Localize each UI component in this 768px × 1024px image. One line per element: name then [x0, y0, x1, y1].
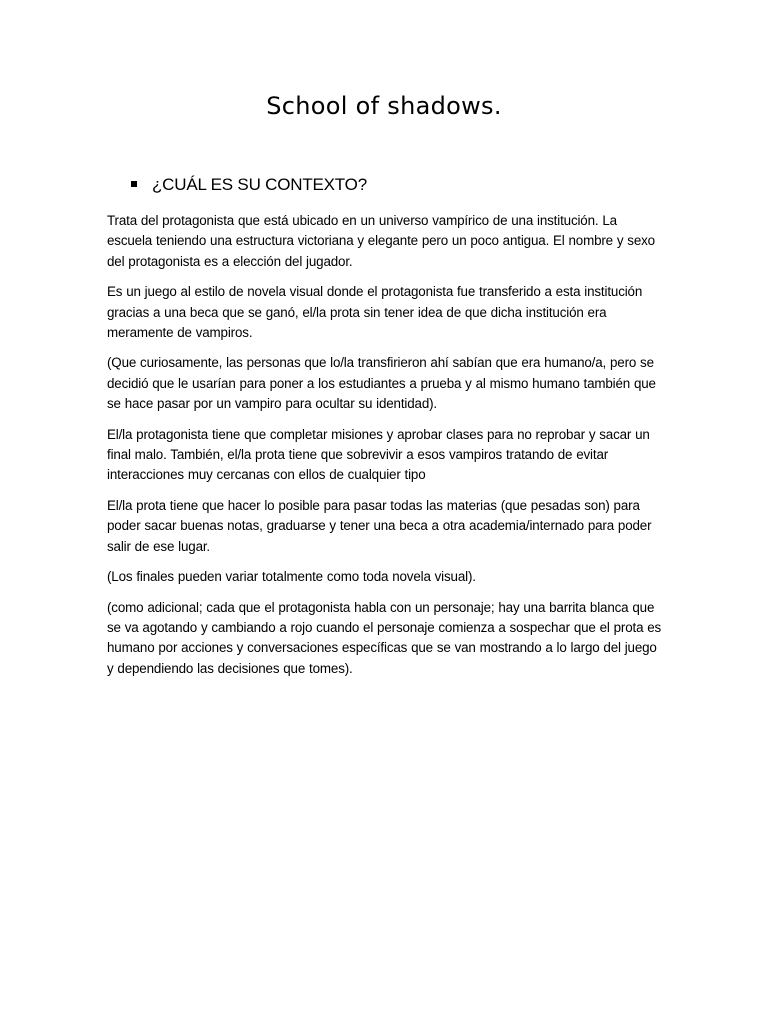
paragraph: El/la prota tiene que hacer lo posible para pasar todas las materias (que pesadas son) para poder sacar buenas notas, graduarse y tener una beca a otra academia/internado para poder salir de ese lugar.: [107, 497, 652, 554]
paragraph: (como adicional; cada que el protagonista habla con un personaje; hay una barrita blanca que se va agotando y cambiando a rojo cuando el personaje comienza a sospechar que el prota es humano por acciones y conversaciones específicas que se van mostrando a lo largo del juego y dependiendo las decisiones que tomes).: [107, 599, 662, 676]
section-heading: ¿CUÁL ES SU CONTEXTO?: [152, 175, 367, 194]
context-section: [107, 172, 663, 689]
paragraph: (Los finales pueden variar totalmente como toda novela visual).: [107, 569, 476, 585]
square-bullet-icon: [131, 181, 137, 187]
paragraph: Es un juego al estilo de novela visual donde el protagonista fue transferido a esta institución gracias a una beca que se ganó, el/la prota sin tener idea de que dicha institución era meramente de vampiros.: [107, 284, 643, 341]
paragraph: El/la protagonista tiene que completar misiones y aprobar clases para no reprobar y sacar un final malo. También, el/la prota tiene que sobrevivir a esos vampiros tratando de evitar interacciones muy cercanas con ellos de cualquier tipo: [107, 426, 650, 483]
paragraph: Trata del protagonista que está ubicado en un universo vampírico de una institución. La escuela teniendo una estructura victoriana y elegante pero un poco antigua. El nombre y sexo del protagonista es a elección del jugador.: [107, 213, 655, 269]
document-title: School of shadows.: [266, 92, 502, 120]
paragraph: (Que curiosamente, las personas que lo/la transfirieron ahí sabían que era humano/a, pero se decidió que le usarían para poner a los estudiantes a prueba y al mismo humano también que se hace pasar por un vampiro para ocultar su identidad).: [107, 355, 656, 412]
section-heading-row: [131, 172, 663, 200]
